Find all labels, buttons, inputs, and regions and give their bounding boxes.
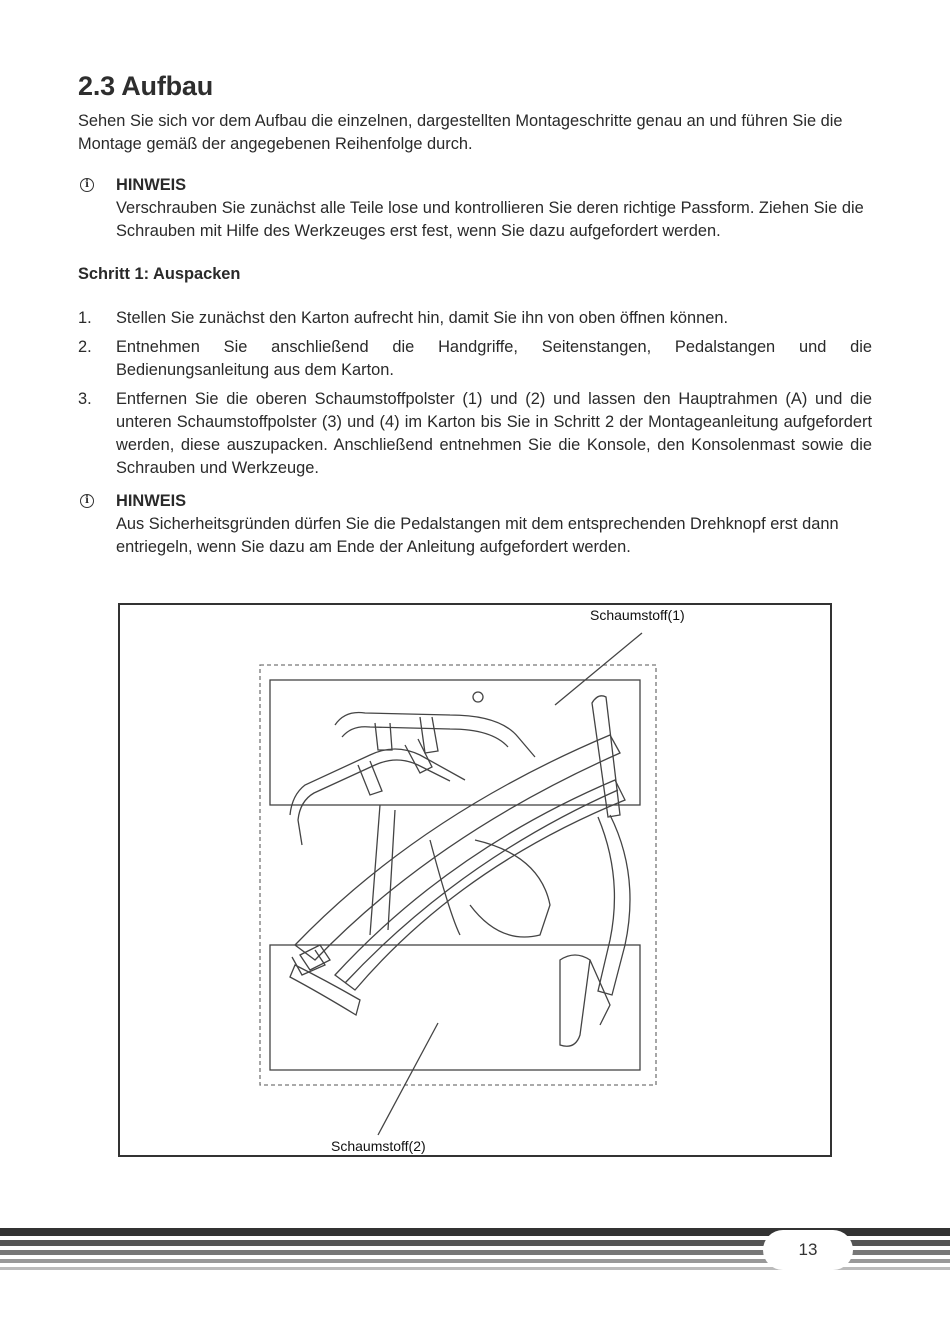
list-item-number: 1.: [78, 309, 92, 327]
foam-label-top: Schaumstoff(1): [590, 607, 685, 623]
foam-label-bottom: Schaumstoff(2): [331, 1138, 426, 1154]
intro-paragraph: Sehen Sie sich vor dem Aufbau die einzelnen, dargestellten Montageschritte genau an und führen Sie die Montage gemäß der angegebenen Reihenfolge durch.: [78, 112, 843, 153]
note-2-title: HINWEIS: [116, 492, 187, 510]
side-rail-2: [335, 780, 625, 990]
page-number: 13: [763, 1230, 853, 1270]
packing-drawing: [120, 605, 830, 1155]
list-item-text: Entnehmen Sie anschließend die Handgriffe, Seitenstangen, Pedalstangen und die Bedienungsanleitung aus dem Karton.: [116, 338, 872, 379]
info-icon: i: [80, 494, 94, 508]
section-title: 2.3 Aufbau: [78, 71, 214, 101]
list-item: [78, 307, 872, 330]
pedal: [560, 955, 590, 1046]
knob: [473, 692, 483, 702]
step-list: [78, 307, 872, 480]
packing-illustration: [118, 603, 832, 1157]
list-item-text: Stellen Sie zunächst den Karton aufrecht hin, damit Sie ihn von oben öffnen können.: [116, 309, 729, 327]
foam-block-top: [270, 680, 640, 805]
list-item: [78, 336, 872, 382]
frame-tubes: [370, 805, 460, 935]
info-icon: i: [80, 178, 94, 192]
side-rail-1: [295, 735, 620, 960]
note-2: [78, 490, 872, 559]
note-1-text: Verschrauben Sie zunächst alle Teile lose und kontrollieren Sie deren richtige Passform. Ziehen Sie die Schrauben mit Hilfe des Werkzeuges erst fest, wenn Sie dazu aufgefordert werden.: [116, 199, 864, 240]
foam-block-bottom: [270, 945, 640, 1070]
page-content: [78, 66, 872, 559]
list-item-number: 3.: [78, 390, 92, 408]
list-item-number: 2.: [78, 338, 92, 356]
step-title: Schritt 1: Auspacken: [78, 265, 241, 283]
carton-outline: [260, 665, 656, 1085]
list-item-text: Entfernen Sie die oberen Schaumstoffpolster (1) und (2) und lassen den Hauptrahmen (A) und die unteren Schaumstoffpolster (3) und (4) im Karton bis Sie in Schritt 2 der Montageanleitung aufgefordert werden, diese auszupacken. Anschließend entnehmen Sie die Konsole, den Konsolenmast sowie die Schrauben und Werkzeuge.: [116, 390, 872, 477]
note-1-title: HINWEIS: [116, 176, 187, 194]
leader-line-bottom: [378, 1023, 438, 1135]
list-item: [78, 388, 872, 480]
note-2-text: Aus Sicherheitsgründen dürfen Sie die Pedalstangen mit dem entsprechenden Drehknopf erst dann entriegeln, wenn Sie dazu am Ende der Anleitung aufgefordert werden.: [116, 515, 839, 556]
leader-line-bottom-inner: [378, 820, 438, 1135]
note-1: [78, 174, 872, 243]
leader-line-top: [555, 633, 642, 705]
upright-post: [592, 696, 620, 817]
